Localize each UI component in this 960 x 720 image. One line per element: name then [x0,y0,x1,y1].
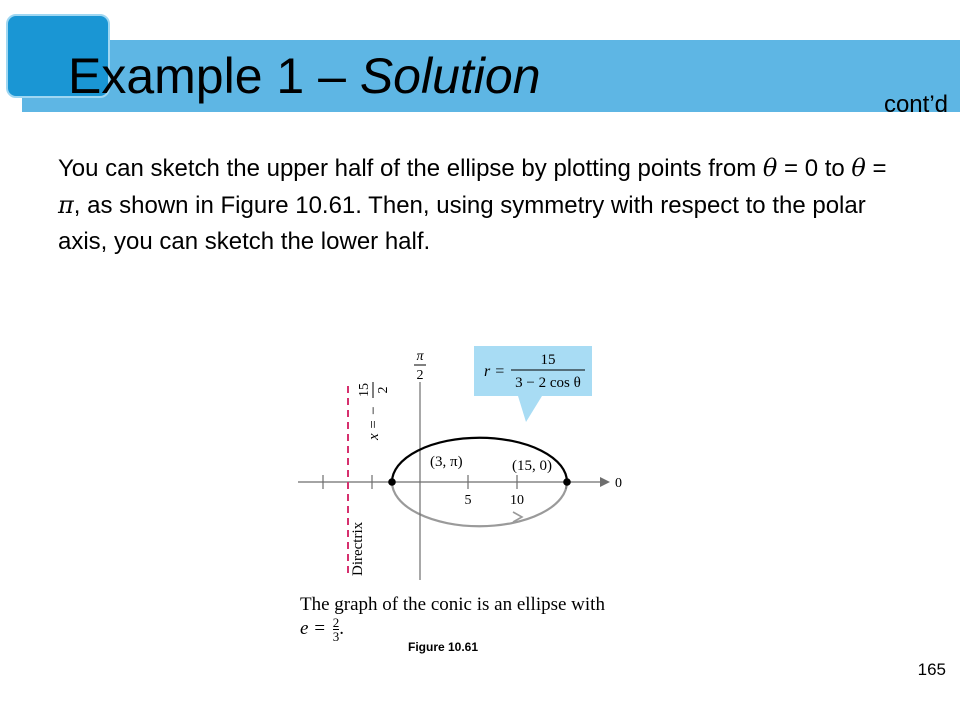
caption-line-2 [300,616,630,643]
theta-symbol-2: θ [851,154,866,182]
vertex-point-left [388,478,396,486]
point-label-right: (15, 0) [512,458,552,474]
directrix-eq-denominator: 2 [376,386,391,394]
caption-period: . [339,617,345,639]
directrix-eq-numerator: 15 [357,383,372,397]
ellipse-lower-half [392,482,567,526]
equation-denominator: 3 − 2 cos θ [515,375,581,391]
point-label-left: (3, π) [430,454,463,470]
figure-label: Figure 10.61 [408,640,479,654]
caption-line-1: The graph of the conic is an ellipse with [300,594,605,615]
theta-symbol: θ [762,154,778,182]
caption-numerator: 2 [332,615,340,630]
equation-lhs: r = [484,363,506,380]
axis-pi-denominator: 2 [416,368,424,383]
polar-axis-arrow [600,477,610,487]
body-text-3: = [865,155,887,182]
body-paragraph [58,150,898,260]
caption-denominator: 3 [332,629,340,644]
directrix-eq-lhs: x = − [366,405,382,440]
page-number: 165 [917,660,946,679]
title-main: Example 1 – [68,48,360,104]
equation-numerator: 15 [540,352,556,368]
vertex-point-right [563,478,571,486]
directrix-label: Directrix [350,521,366,576]
directrix-equation [357,382,391,441]
body-text-4: , as shown in Figure 10.61. Then, using symmetry with respect to the polar axis, you can sketch the lower half. [58,192,866,255]
title-italic: Solution [359,48,541,104]
axis-pi-numerator: π [416,349,424,364]
tick-label-5: 5 [464,493,472,508]
figure-caption [300,594,630,643]
tick-label-10: 10 [510,493,524,508]
caption-e: e = [300,617,331,639]
pi-symbol: π [58,191,74,219]
axis-zero-label: 0 [615,476,622,491]
slide-title [68,40,541,112]
body-text-1: You can sketch the upper half of the ellipse by plotting points from [58,155,763,182]
callout-pointer [518,396,542,422]
continued-label: cont’d [883,91,948,118]
body-text-2: = 0 to [777,155,852,182]
